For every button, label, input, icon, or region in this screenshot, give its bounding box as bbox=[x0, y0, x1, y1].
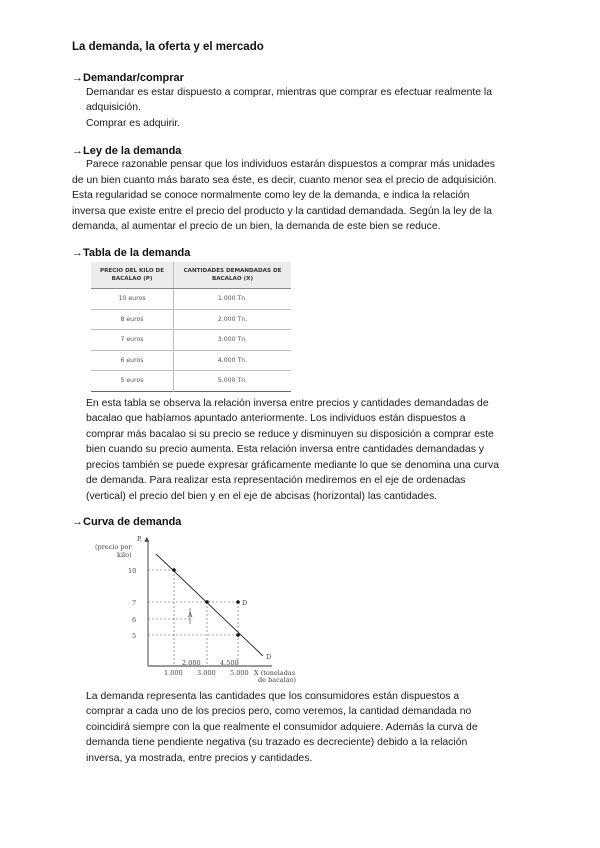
y-tick-6: 6 bbox=[132, 616, 137, 624]
point-label-A: A bbox=[188, 612, 193, 619]
x-tick-1000: 1.000 bbox=[164, 669, 183, 677]
ley-line-3: Esta regularidad se conoce normalmente como ley de la demanda, e indica la relación bbox=[72, 190, 470, 201]
y-tick-7: 7 bbox=[132, 599, 137, 607]
table-cell-quantity: 4.000 Tn. bbox=[174, 350, 292, 371]
demandar-line-3: Comprar es adquirir. bbox=[86, 118, 181, 129]
section-heading-tabla: →Tabla de la demanda bbox=[72, 247, 191, 259]
y-tick-10: 10 bbox=[128, 567, 137, 575]
table-cell-quantity: 5.000 Tn. bbox=[174, 371, 292, 392]
table-cell-quantity: 3.000 Tn. bbox=[174, 330, 292, 351]
curve-label-D: D bbox=[266, 653, 272, 661]
table-row bbox=[91, 289, 291, 310]
demand-curve-chart bbox=[90, 532, 320, 690]
section-heading-ley: →Ley de la demanda bbox=[72, 145, 182, 157]
curva-text-line-1: La demanda representa las cantidades que los consumidores están dispuestos a bbox=[86, 691, 460, 702]
point-p5 bbox=[236, 633, 240, 637]
x-tick-5000: 5.000 bbox=[230, 669, 249, 677]
table-row bbox=[91, 350, 291, 371]
table-row bbox=[91, 330, 291, 351]
y-axis-label-1: P, ▲ bbox=[137, 535, 150, 543]
tabla-text-line-6: de demanda. Para realizar esta representación mediremos en el eje de ordenadas bbox=[86, 475, 466, 486]
curva-text-line-3: coincidirá siempre con la que realmente el consumidor adquiere. Además la curva de bbox=[86, 722, 478, 733]
y-axis-label-2: (precio por bbox=[95, 543, 132, 551]
table-cell-price: 8 euros bbox=[91, 309, 174, 330]
tabla-text-line-1: En esta tabla se observa la relación inversa entre precios y cantidades demandadas de bbox=[86, 398, 489, 409]
x-axis-label-2: de bacalao) bbox=[258, 676, 297, 684]
x-tick-2000: 2.000 bbox=[182, 659, 201, 667]
table-header-price: PRECIO DEL KILO DE BACALAO (P) bbox=[91, 262, 174, 289]
table-cell-price: 10 euros bbox=[91, 289, 174, 310]
ley-line-2: de un bien cuanto más barato sea éste, es decir, cuanto menor sea el precio de adquisición. bbox=[72, 175, 497, 186]
tabla-text-line-4: bien cuando su precio aumenta. Esta relación inversa entre cantidades demandadas y bbox=[86, 444, 484, 455]
point-label-D: D bbox=[242, 599, 248, 607]
table-header-quantity: CANTIDADES DEMANDADAS DE BACALAO (X) bbox=[174, 262, 292, 289]
table-cell-quantity: 2.000 Tn. bbox=[174, 309, 292, 330]
x-tick-4500: 4.500 bbox=[220, 659, 239, 667]
table-row bbox=[91, 371, 291, 392]
ley-line-5: demanda, al aumentar el precio de un bien, la demanda de este bien se reduce. bbox=[72, 221, 441, 232]
section-heading-curva: →Curva de demanda bbox=[72, 516, 182, 528]
table-cell-quantity: 1.000 Tn. bbox=[174, 289, 292, 310]
demand-table bbox=[91, 262, 291, 392]
document-title: La demanda, la oferta y el mercado bbox=[72, 41, 264, 53]
table-cell-price: 7 euros bbox=[91, 330, 174, 351]
point-D bbox=[236, 600, 240, 604]
tabla-text-line-3: comprar más bacalao si su precio se reduce y disminuyen su disposición a comprar este bbox=[86, 429, 494, 440]
point-p7 bbox=[205, 600, 209, 604]
ley-line-4: inversa que existe entre el precio del producto y la cantidad demandada. Según la ley de la bbox=[72, 206, 492, 217]
y-tick-5: 5 bbox=[132, 632, 137, 640]
curva-text-line-4: demanda tiene pendiente negativa (su trazado es decreciente) debido a la relación bbox=[86, 737, 468, 748]
table-row bbox=[91, 309, 291, 330]
table-cell-price: 5 euros bbox=[91, 371, 174, 392]
x-tick-3000: 3.000 bbox=[197, 669, 216, 677]
ley-line-1: Parece razonable pensar que los individuos estarán dispuestos a comprar más unidades bbox=[86, 159, 495, 170]
tabla-text-line-2: bacalao que habíamos apuntado anteriormente. Los individuos están dispuestos a bbox=[86, 413, 466, 424]
table-cell-price: 6 euros bbox=[91, 350, 174, 371]
curva-text-line-5: inversa, ya mostrada, entre precios y cantidades. bbox=[86, 753, 313, 764]
x-axis-label-1: X (toneladas bbox=[254, 669, 296, 677]
section-heading-demandar: →Demandar/comprar bbox=[72, 72, 184, 84]
demandar-line-2: adquisición. bbox=[86, 102, 141, 113]
demandar-line-1: Demandar es estar dispuesto a comprar, mientras que comprar es efectuar realmente la bbox=[86, 87, 493, 98]
tabla-text-line-7: (vertical) el precio del bien y en el eje de abcisas (horizontal) las cantidades. bbox=[86, 491, 438, 502]
tabla-text-line-5: precios también se puede expresar gráficamente mediante lo que se denomina una curva bbox=[86, 460, 499, 471]
point-p10 bbox=[172, 568, 176, 572]
y-axis-label-3: kilo) bbox=[117, 551, 132, 559]
curva-text-line-2: comprar a cada uno de los precios pero, como veremos, la cantidad demandada no bbox=[86, 706, 472, 717]
